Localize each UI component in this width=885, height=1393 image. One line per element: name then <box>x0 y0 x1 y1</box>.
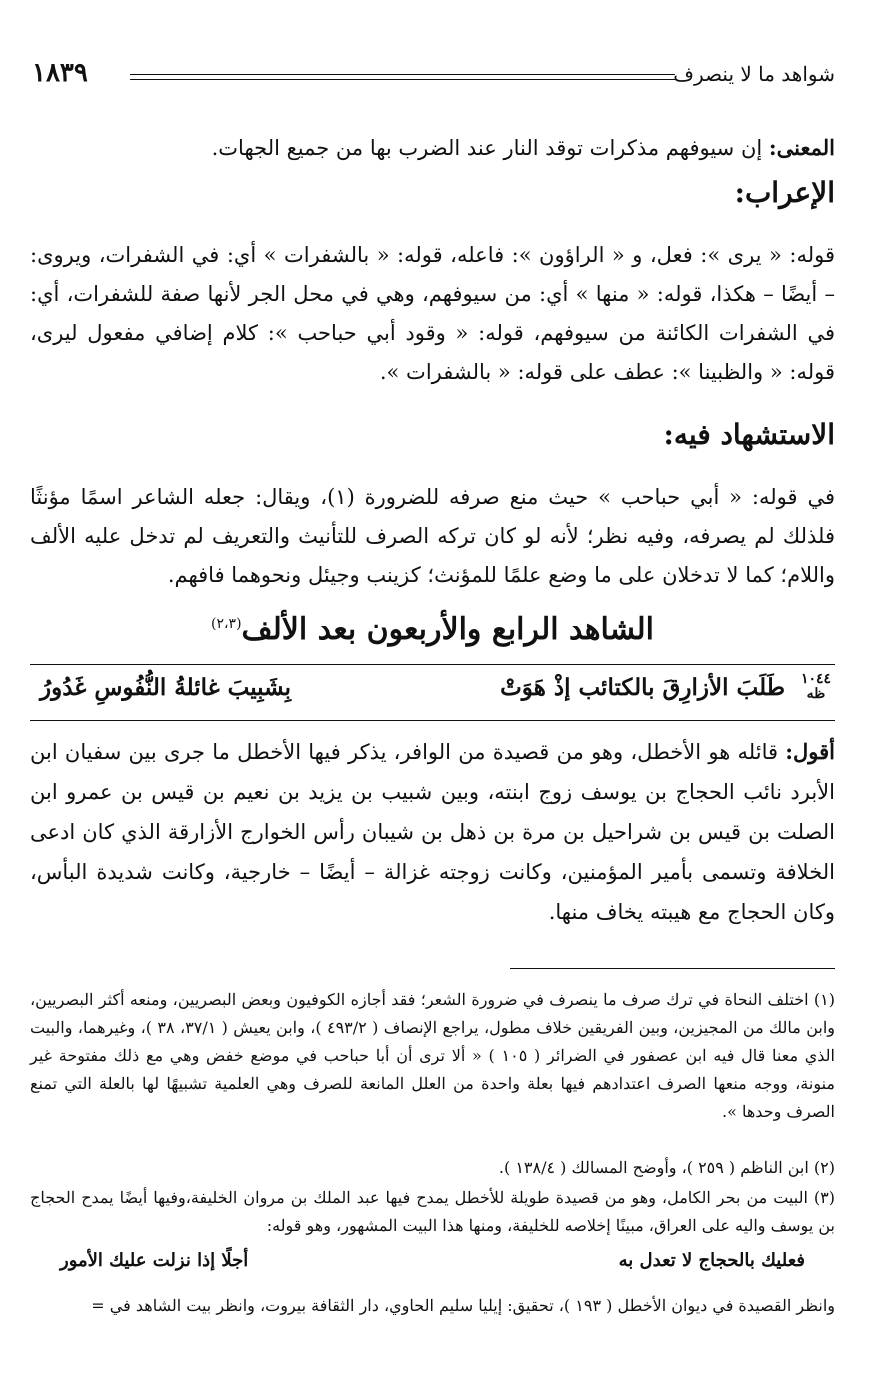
footnote-3-verse-first: فعليك بالحجاج لا تعدل به <box>618 1250 805 1271</box>
verse-second-hemistich: بِشَبِيبَ غائلةُ النُّفُوسِ غَدُورُ <box>40 674 292 701</box>
meaning-paragraph <box>30 128 835 168</box>
aqul-text: قائله هو الأخطل، وهو من قصيدة من الوافر، يذكر فيها الأخطل ما جرى بين سفيان ابن الأبرد نائب الحجاج بن يوسف زوج ابنته، وبين شبيب بن يزيد بن نعيم بن قيس بن عمرو ابن الصلت بن قيس بن شراحيل بن مرة بن ذهل بن شيبان رأس الخوارج الأزارقة الذي كان ادعى الخلافة وتسمى بأمير المؤمنين، وكانت زوجته غزالة – أيضًا – خارجية، وكانت شديدة البأس، وكان الحجاج مع هيبته يخاف منها. <box>30 740 835 924</box>
irab-paragraph: قوله: « يرى »: فعل، و « الراؤون »: فاعله، قوله: « بالشفرات » أي: في الشفرات، ويروى: – أيضًا – هكذا، قوله: « منها » أي: من سيوفهم، وهي في محل الجر لأنها صفة للشفرات، أي: في الشفرات الكائنة من سيوفهم، قوله: « وقود أبي حباحب »: كلام إضافي مفعول ليرى، قوله: « والظبينا »: عطف على قوله: « بالشفرات ». <box>30 243 835 384</box>
verse-number-value: ١٠٤٤ <box>800 671 832 687</box>
aqul-paragraph <box>30 732 835 932</box>
footnote-1: (١) اختلف النحاة في ترك صرف ما ينصرف في ضرورة الشعر؛ فقد أجازه الكوفيون وبعض البصريين، ومنعه أكثر البصريين، وابن مالك من المجيزين، وبين الفريقين خلاف مطول، يراجع الإنصاف ( ٤٩٣/٢ )، وابن يعيش ( ٣٧/١، ٣٨ )، وغيرهما، والبيت الذي معنا قال فيه ابن عصفور في الضرائر ( ١٠٥ ) « ألا ترى أن أبا حباحب في موضع خفض وهي مع ذلك مفتوحة غير منونة، ووجه منعها الصرف اعتدادهم فيها بعلة واحدة من العلل المانعة للصرف وهي العلمية تشبيهًا لها بالعلة التي تمنع الصرف وحدها ». <box>30 990 835 1121</box>
footnote-3: (٣) البيت من بحر الكامل، وهو من قصيدة طويلة للأخطل يمدح فيها عبد الملك بن مروان الخليفة،وفيها أيضًا يمدح الحجاج بن يوسف واليه على العراق، مبينًا إخلاصه للخليفة، ومنها هذا البيت المشهور، وهو قوله: <box>30 1188 835 1235</box>
header-title: شواهد ما لا ينصرف <box>673 62 835 86</box>
meaning-label: المعنى: <box>768 135 835 160</box>
verse-line <box>30 672 835 716</box>
section-title <box>30 612 835 647</box>
page-header <box>30 58 835 94</box>
verse-number <box>797 672 835 702</box>
header-rule <box>130 74 675 75</box>
verse-first-hemistich: طَلَبَ الأزارِقَ بالكتائب إذْ هَوَتْ <box>500 674 785 701</box>
document-page <box>30 0 835 1393</box>
footnote-3-end: وانظر القصيدة في ديوان الأخطل ( ١٩٣ )، تحقيق: إيليا سليم الحاوي، دار الثقافة بيروت، وانظر بيت الشاهد في = <box>91 1296 835 1315</box>
footnote-3-verse-second: أجلًا إذا نزلت عليك الأمور <box>60 1250 249 1271</box>
footnote-3-verse <box>30 1250 835 1280</box>
aqul-label: أقول: <box>785 739 835 764</box>
istishhad-heading: الاستشهاد فيه: <box>663 418 835 451</box>
section-footnote-refs: (٢،٣) <box>211 616 242 632</box>
page-number: ١٨٣٩ <box>32 58 88 88</box>
meaning-text: إن سيوفهم مذكرات توقد النار عند الضرب بها من جميع الجهات. <box>211 136 769 160</box>
verse-rule <box>30 720 835 721</box>
irab-heading: الإعراب: <box>734 176 835 209</box>
verse-rule <box>30 664 835 665</box>
footnote-2: (٢) ابن الناظم ( ٢٥٩ )، وأوضح المسالك ( ١٣٨/٤ ). <box>498 1158 835 1177</box>
section-title-text: الشاهد الرابع والأربعون بعد الألف <box>241 612 654 647</box>
istishhad-paragraph: في قوله: « أبي حباحب » حيث منع صرفه للضرورة (١)، ويقال: جعله الشاعر اسمًا مؤنثًا فلذلك لم يصرفه، وفيه نظر؛ لأنه لو كان تركه الصرف للتأنيث والتعريف لم تدخل عليه الألف واللام؛ كما لا تدخلان على ما وضع علمًا للمؤنث؛ كزينب وجيئل ونحوهما فافهم. <box>30 485 835 587</box>
verse-number-sub: ظه <box>806 686 826 702</box>
footnote-rule <box>510 968 835 969</box>
header-rule <box>130 79 675 80</box>
